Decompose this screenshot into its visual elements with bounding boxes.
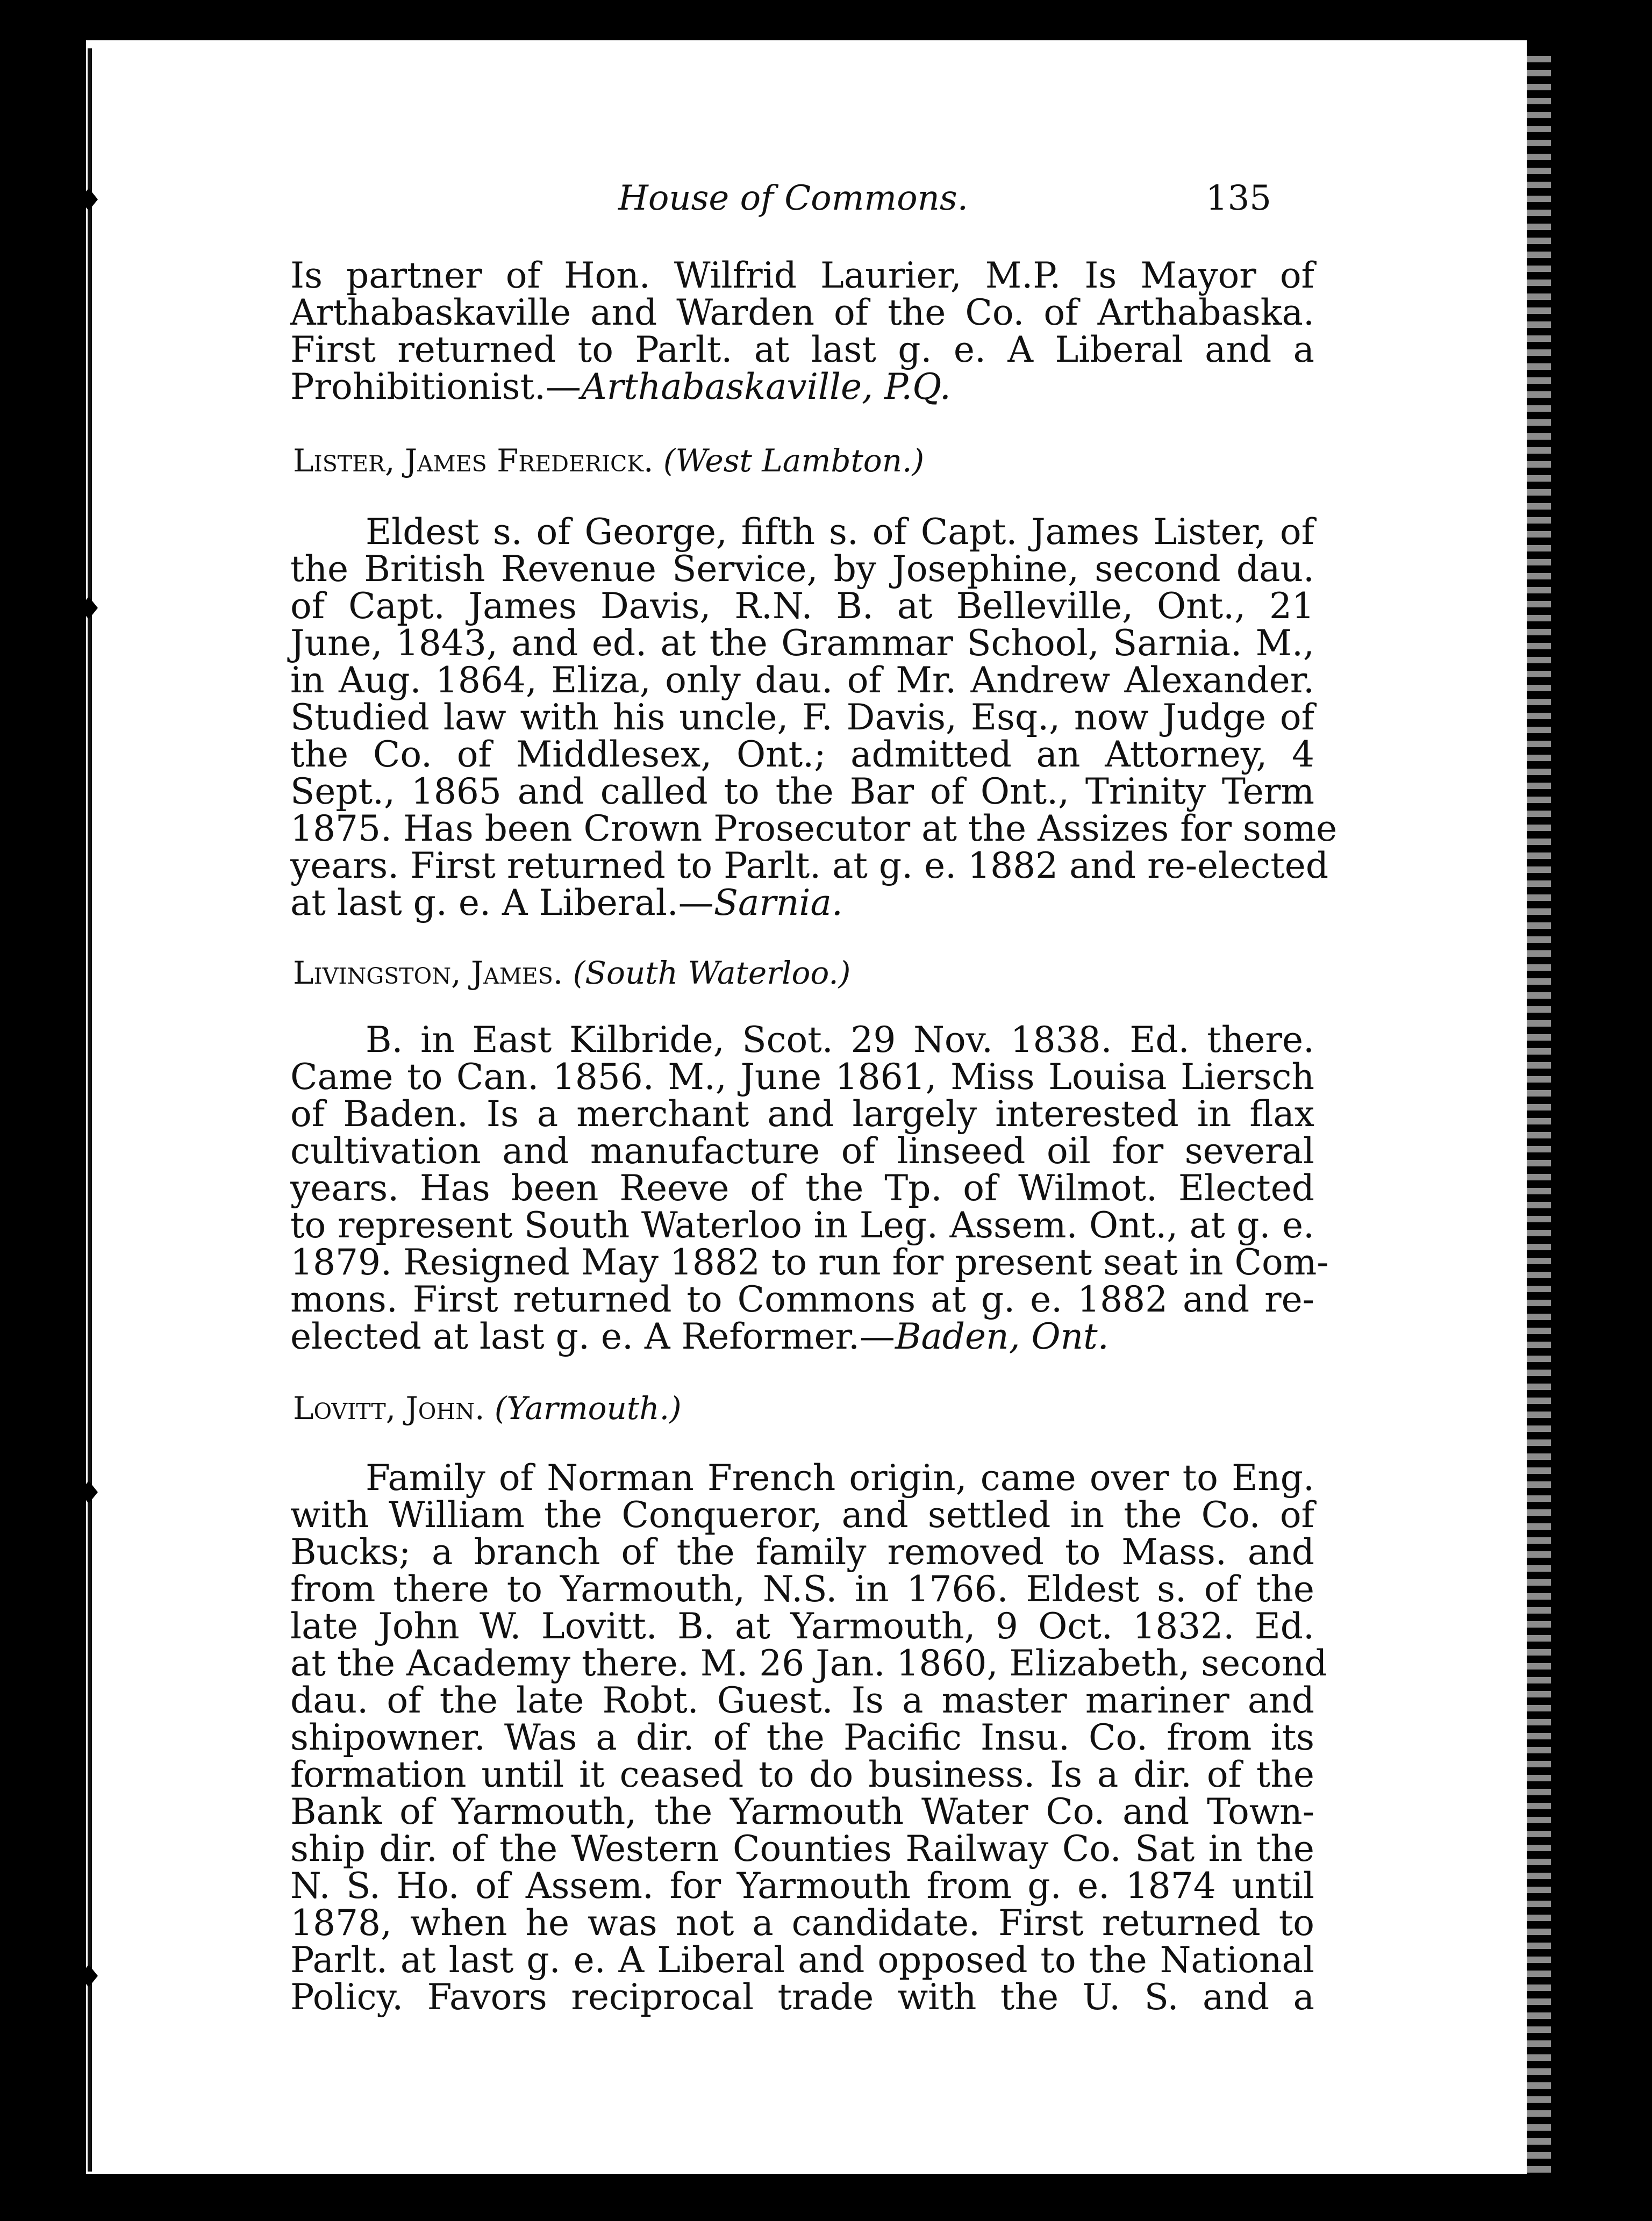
- text-line: the Co. of Middlesex, Ont.; admitted an Attorney, 4: [290, 734, 1314, 775]
- address: Sarnia.: [713, 882, 843, 923]
- member-name: Livingston, James.: [293, 955, 563, 991]
- text-line: to represent South Waterloo in Leg. Assem. Ont., at g. e.: [290, 1205, 1314, 1246]
- text-line: Parlt. at last g. e. A Liberal and opposed to the National: [290, 1939, 1314, 1981]
- continuation-paragraph: [290, 257, 1314, 405]
- riding: (West Lambton.): [663, 442, 925, 479]
- entry-paragraph: [290, 1019, 1329, 1357]
- text-line: Arthabaskaville and Warden of the Co. of Arthabaska.: [290, 292, 1314, 333]
- text-line: 1879. Resigned May 1882 to run for present seat in Com-: [290, 1242, 1329, 1283]
- member-name: Lovitt, John.: [293, 1390, 485, 1427]
- text-line: mons. First returned to Commons at g. e. 1882 and re-: [290, 1279, 1314, 1320]
- text-line: shipowner. Was a dir. of the Pacific Insu. Co. from its: [290, 1717, 1314, 1758]
- scan-border: [0, 2174, 1652, 2221]
- text-line: with William the Conqueror, and settled in the Co. of: [290, 1494, 1314, 1536]
- text-line: First returned to Parlt. at last g. e. A Liberal and a: [290, 329, 1314, 370]
- member-name: Lister, James Frederick.: [293, 442, 654, 479]
- address: Baden, Ont.: [895, 1316, 1109, 1357]
- text-line: late John W. Lovitt. B. at Yarmouth, 9 Oct. 1832. Ed.: [290, 1606, 1314, 1647]
- entry-paragraph: [290, 511, 1338, 923]
- text-line: ship dir. of the Western Counties Railway Co. Sat in the: [290, 1828, 1314, 1869]
- text-line: Eldest s. of George, fifth s. of Capt. James Lister, of: [366, 511, 1314, 553]
- text-line: Policy. Favors reciprocal trade with the U. S. and a: [290, 1976, 1314, 2018]
- text-line: at last g. e. A Liberal.—Sarnia.: [290, 882, 843, 923]
- text-line: years. First returned to Parlt. at g. e. 1882 and re-elected: [290, 845, 1329, 886]
- text-line: Sept., 1865 and called to the Bar of Ont., Trinity Term: [290, 771, 1314, 812]
- riding: (Yarmouth.): [494, 1390, 682, 1427]
- text-line: of Capt. James Davis, R.N. B. at Belleville, Ont., 21: [290, 585, 1314, 627]
- text-line: Bucks; a branch of the family removed to Mass. and: [290, 1531, 1314, 1573]
- text-line: June, 1843, and ed. at the Grammar School, Sarnia. M.,: [290, 622, 1314, 664]
- entry-paragraph: [290, 1457, 1327, 2018]
- address: Arthabaskaville, P.Q.: [581, 366, 951, 407]
- text-line: Bank of Yarmouth, the Yarmouth Water Co. and Town-: [290, 1791, 1314, 1832]
- text-line: formation until it ceased to do business. Is a dir. of the: [290, 1754, 1314, 1795]
- text-line: B. in East Kilbride, Scot. 29 Nov. 1838. Ed. there.: [366, 1019, 1314, 1061]
- text-line: Family of Norman French origin, came over to Eng.: [366, 1457, 1314, 1499]
- text-line: elected at last g. e. A Reformer.—Baden, Ont.: [290, 1316, 1109, 1357]
- text-line: Came to Can. 1856. M., June 1861, Miss Louisa Liersch: [290, 1056, 1314, 1098]
- text-line: N. S. Ho. of Assem. for Yarmouth from g. e. 1874 until: [290, 1865, 1314, 1907]
- text-line: the British Revenue Service, by Josephine, second dau.: [290, 548, 1314, 590]
- text-line: cultivation and manufacture of linseed oil for several: [290, 1130, 1314, 1172]
- page-number: 135: [1205, 178, 1271, 218]
- text-line: in Aug. 1864, Eliza, only dau. of Mr. Andrew Alexander.: [290, 660, 1314, 701]
- text-line: dau. of the late Robt. Guest. Is a master mariner and: [290, 1680, 1314, 1721]
- running-head: House of Commons.: [618, 178, 968, 218]
- text-line: of Baden. Is a merchant and largely interested in flax: [290, 1093, 1314, 1135]
- text-line: at the Academy there. M. 26 Jan. 1860, Elizabeth, second: [290, 1643, 1327, 1684]
- page-header: [618, 178, 1271, 232]
- text-line: Studied law with his uncle, F. Davis, Esq., now Judge of: [290, 697, 1314, 738]
- entry-heading: [293, 442, 924, 479]
- entry-heading: [293, 1389, 682, 1427]
- text-line: 1875. Has been Crown Prosecutor at the Assizes for some: [290, 808, 1338, 849]
- binding-edge: [88, 48, 92, 2172]
- text-line: Is partner of Hon. Wilfrid Laurier, M.P. Is Mayor of: [290, 255, 1314, 296]
- text-line: 1878, when he was not a candidate. First returned to: [290, 1902, 1314, 1944]
- page-edge-shadow: [1527, 48, 1551, 2177]
- riding: (South Waterloo.): [573, 955, 851, 991]
- text-line: years. Has been Reeve of the Tp. of Wilmot. Elected: [290, 1167, 1314, 1209]
- text-line: from there to Yarmouth, N.S. in 1766. Eldest s. of the: [290, 1568, 1314, 1610]
- text-line: Prohibitionist.—Arthabaskaville, P.Q.: [290, 366, 951, 407]
- entry-heading: [293, 954, 850, 992]
